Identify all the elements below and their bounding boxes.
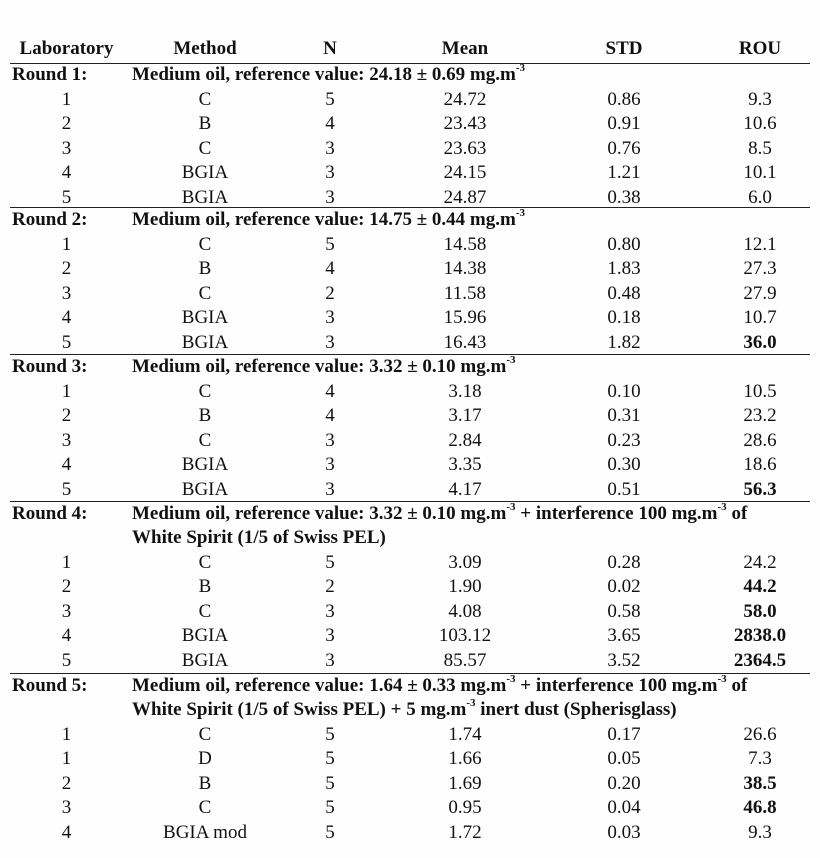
laboratory-cell: 1	[61, 380, 72, 402]
rou-cell: 44.2	[743, 576, 777, 597]
method-cell: C	[198, 380, 212, 402]
round-description-text: White Spirit (1/5 of Swiss PEL)	[132, 527, 386, 548]
mean-cell: 16.43	[443, 331, 487, 353]
laboratory-cell: 1	[61, 551, 72, 573]
mean-cell: 24.72	[443, 88, 487, 110]
n-cell: 5	[325, 551, 335, 573]
n-cell: 5	[325, 233, 335, 255]
table-row	[0, 747, 820, 771]
round-header	[0, 208, 820, 232]
rou-cell: 56.3	[743, 478, 777, 500]
std-cell: 0.91	[607, 113, 641, 134]
table-row	[0, 257, 820, 281]
round-description-text: inert dust (Spherisglass)	[475, 699, 677, 720]
rou-cell: 38.5	[743, 772, 777, 794]
laboratory-cell: 3	[61, 600, 72, 622]
std-cell: 1.83	[607, 258, 641, 279]
round-header	[0, 355, 820, 379]
n-cell: 2	[325, 282, 335, 304]
n-cell: 3	[325, 307, 335, 328]
std-cell: 0.04	[607, 797, 641, 818]
method-cell: C	[198, 88, 212, 110]
table-row	[0, 88, 820, 112]
laboratory-cell: 2	[61, 113, 72, 134]
method-cell: BGIA	[181, 186, 229, 208]
table-row	[0, 624, 820, 648]
method-cell: B	[198, 576, 212, 597]
header-method: Method	[173, 38, 237, 59]
rou-cell: 26.6	[743, 723, 777, 745]
std-cell: 0.80	[607, 233, 641, 255]
rou-cell: 27.9	[743, 282, 777, 304]
table-row	[0, 282, 820, 306]
mean-cell: 1.90	[448, 576, 482, 597]
n-cell: 3	[325, 478, 335, 500]
std-cell: 0.10	[607, 380, 641, 402]
std-cell: 0.28	[607, 551, 641, 573]
method-cell: B	[198, 113, 212, 134]
rou-cell: 9.3	[748, 821, 772, 843]
rou-cell: 9.3	[748, 88, 772, 110]
laboratory-cell: 3	[61, 429, 72, 451]
laboratory-cell: 4	[61, 625, 72, 646]
mean-cell: 24.87	[443, 186, 487, 208]
method-cell: BGIA	[181, 331, 229, 353]
round-description-text: Medium oil, reference value: 3.32 ± 0.10 mg.m	[132, 356, 507, 377]
laboratory-cell: 3	[61, 797, 72, 818]
table-row	[0, 600, 820, 624]
rou-cell: 12.1	[743, 233, 777, 255]
round-description-text: Medium oil, reference value: 3.32 ± 0.10 mg.m	[132, 503, 507, 524]
table-row	[0, 186, 820, 210]
method-cell: B	[198, 258, 212, 279]
table-row	[0, 821, 820, 845]
laboratory-cell: 5	[61, 186, 72, 208]
round-description	[132, 674, 747, 698]
mean-cell: 14.38	[443, 258, 487, 279]
round-description-text: + interference 100 mg.m	[515, 503, 718, 524]
unit-exponent: -3	[515, 61, 526, 74]
std-cell: 1.82	[607, 331, 641, 353]
mean-cell: 3.17	[448, 405, 482, 426]
n-cell: 5	[325, 772, 335, 794]
laboratory-cell: 5	[61, 331, 72, 353]
method-cell: C	[198, 797, 212, 818]
method-cell: C	[198, 233, 212, 255]
std-cell: 0.86	[607, 88, 641, 110]
n-cell: 5	[325, 797, 335, 818]
header-mean: Mean	[441, 38, 489, 59]
header-std: STD	[605, 38, 643, 59]
laboratory-cell: 4	[61, 821, 72, 843]
n-cell: 2	[325, 576, 335, 597]
method-cell: B	[198, 405, 212, 426]
n-cell: 3	[325, 162, 335, 183]
round-label: Round 4:	[12, 503, 88, 524]
table-row	[0, 796, 820, 820]
n-cell: 3	[325, 186, 335, 208]
mean-cell: 24.15	[443, 162, 487, 183]
header-rou: ROU	[738, 38, 782, 59]
std-cell: 0.23	[607, 429, 641, 451]
method-cell: BGIA mod	[163, 821, 247, 843]
std-cell: 0.02	[607, 576, 641, 597]
std-cell: 3.52	[607, 649, 641, 671]
mean-cell: 23.43	[443, 113, 487, 134]
round-label: Round 5:	[12, 675, 88, 696]
rou-cell: 24.2	[743, 551, 777, 573]
n-cell: 5	[325, 821, 335, 843]
method-cell: C	[198, 429, 212, 451]
laboratory-cell: 4	[61, 454, 72, 475]
method-cell: C	[198, 551, 212, 573]
n-cell: 4	[325, 405, 335, 426]
table-row	[0, 649, 820, 673]
method-cell: C	[198, 282, 212, 304]
table-row	[0, 575, 820, 599]
method-cell: BGIA	[181, 454, 229, 475]
laboratory-cell: 2	[61, 258, 72, 279]
rou-cell: 10.5	[743, 380, 777, 402]
unit-exponent: -3	[506, 672, 516, 685]
laboratory-cell: 2	[61, 405, 72, 426]
n-cell: 4	[325, 258, 335, 279]
mean-cell: 3.18	[448, 380, 482, 402]
laboratory-cell: 1	[61, 233, 72, 255]
round-label: Round 2:	[12, 209, 88, 230]
laboratory-cell: 5	[61, 478, 72, 500]
std-cell: 0.18	[607, 307, 641, 328]
round-description	[132, 355, 516, 379]
laboratory-cell: 1	[61, 748, 72, 769]
rou-cell: 10.6	[743, 113, 777, 134]
std-cell: 0.76	[607, 137, 641, 159]
laboratory-cell: 2	[61, 576, 72, 597]
std-cell: 0.17	[607, 723, 641, 745]
laboratory-cell: 1	[61, 88, 72, 110]
method-cell: BGIA	[181, 649, 229, 671]
mean-cell: 103.12	[438, 625, 492, 646]
round-description-line2	[132, 526, 386, 550]
n-cell: 3	[325, 331, 335, 353]
mean-cell: 1.66	[448, 748, 482, 769]
mean-cell: 1.74	[448, 723, 482, 745]
n-cell: 3	[325, 137, 335, 159]
rou-cell: 7.3	[748, 748, 772, 769]
table-row	[0, 551, 820, 575]
table-row	[0, 233, 820, 257]
method-cell: BGIA	[181, 625, 229, 646]
rou-cell: 10.1	[743, 162, 777, 183]
table-row	[0, 380, 820, 404]
n-cell: 3	[325, 429, 335, 451]
laboratory-cell: 4	[61, 307, 72, 328]
round-description-text: Medium oil, reference value: 14.75 ± 0.44 mg.m	[132, 209, 516, 230]
round-description-text: Medium oil, reference value: 24.18 ± 0.69 mg.m	[132, 64, 516, 85]
table-row	[0, 772, 820, 796]
rou-cell: 6.0	[748, 186, 772, 208]
mean-cell: 3.09	[448, 551, 482, 573]
header-n: N	[323, 38, 337, 59]
laboratory-cell: 1	[61, 723, 72, 745]
rou-cell: 36.0	[743, 331, 777, 353]
mean-cell: 1.69	[448, 772, 482, 794]
method-cell: D	[198, 748, 212, 769]
std-cell: 1.21	[607, 162, 641, 183]
std-cell: 3.65	[607, 625, 641, 646]
round-description-text: of	[726, 503, 748, 524]
round-description	[132, 208, 525, 232]
table-row	[0, 161, 820, 185]
std-cell: 0.48	[607, 282, 641, 304]
rou-cell: 2364.5	[733, 649, 787, 671]
table-row	[0, 331, 820, 355]
method-cell: BGIA	[181, 307, 229, 328]
round-description	[132, 502, 747, 526]
n-cell: 4	[325, 113, 335, 134]
std-cell: 0.31	[607, 405, 641, 426]
method-cell: C	[198, 600, 212, 622]
std-cell: 0.58	[607, 600, 641, 622]
method-cell: BGIA	[181, 478, 229, 500]
mean-cell: 1.72	[448, 821, 482, 843]
n-cell: 3	[325, 649, 335, 671]
laboratory-cell: 4	[61, 162, 72, 183]
round-description-text: White Spirit (1/5 of Swiss PEL) + 5 mg.m	[132, 699, 467, 720]
table-row	[0, 306, 820, 330]
mean-cell: 23.63	[443, 137, 487, 159]
method-cell: BGIA	[181, 162, 229, 183]
n-cell: 3	[325, 600, 335, 622]
unit-exponent: -3	[515, 206, 526, 219]
mean-cell: 2.84	[448, 429, 482, 451]
round-label: Round 1:	[12, 64, 88, 85]
std-cell: 0.30	[607, 454, 641, 475]
header-laboratory: Laboratory	[19, 38, 114, 59]
round-description-text: + interference 100 mg.m	[515, 675, 718, 696]
laboratory-cell: 5	[61, 649, 72, 671]
table-row	[0, 478, 820, 502]
mean-cell: 4.08	[448, 600, 482, 622]
n-cell: 5	[325, 88, 335, 110]
round-header	[0, 672, 820, 720]
rou-cell: 28.6	[743, 429, 777, 451]
std-cell: 0.03	[607, 821, 641, 843]
rou-cell: 58.0	[743, 600, 777, 622]
mean-cell: 15.96	[443, 307, 487, 328]
rou-cell: 27.3	[743, 258, 777, 279]
method-cell: C	[198, 137, 212, 159]
laboratory-cell: 3	[61, 282, 72, 304]
laboratory-cell: 2	[61, 772, 72, 794]
mean-cell: 4.17	[448, 478, 482, 500]
round-description-line2	[132, 698, 677, 722]
round-header	[0, 500, 820, 548]
unit-exponent: -3	[717, 500, 727, 513]
table-row	[0, 453, 820, 477]
unit-exponent: -3	[506, 500, 516, 513]
round-header	[0, 63, 820, 87]
n-cell: 3	[325, 625, 335, 646]
rou-cell: 10.7	[743, 307, 777, 328]
round-description-text: of	[726, 675, 748, 696]
mean-cell: 3.35	[448, 454, 482, 475]
rou-cell: 18.6	[743, 454, 777, 475]
std-cell: 0.38	[607, 186, 641, 208]
table-row	[0, 112, 820, 136]
table-row	[0, 137, 820, 161]
table-row	[0, 723, 820, 747]
std-cell: 0.05	[607, 748, 641, 769]
round-label: Round 3:	[12, 356, 88, 377]
mean-cell: 0.95	[448, 797, 482, 818]
n-cell: 3	[325, 454, 335, 475]
round-description-text: Medium oil, reference value: 1.64 ± 0.33 mg.m	[132, 675, 507, 696]
rou-cell: 46.8	[743, 797, 777, 818]
n-cell: 5	[325, 748, 335, 769]
unit-exponent: -3	[466, 696, 476, 709]
mean-cell: 11.58	[443, 282, 487, 304]
mean-cell: 85.57	[443, 649, 487, 671]
rou-cell: 8.5	[748, 137, 772, 159]
method-cell: B	[198, 772, 212, 794]
round-description	[132, 63, 525, 87]
table-header-row	[0, 37, 820, 61]
n-cell: 4	[325, 380, 335, 402]
laboratory-cell: 3	[61, 137, 72, 159]
std-cell: 0.20	[607, 772, 641, 794]
rou-cell: 23.2	[743, 405, 777, 426]
table-row	[0, 404, 820, 428]
std-cell: 0.51	[607, 478, 641, 500]
n-cell: 5	[325, 723, 335, 745]
mean-cell: 14.58	[443, 233, 487, 255]
method-cell: C	[198, 723, 212, 745]
unit-exponent: -3	[506, 353, 516, 366]
unit-exponent: -3	[717, 672, 727, 685]
rou-cell: 2838.0	[733, 625, 787, 646]
table-row	[0, 429, 820, 453]
